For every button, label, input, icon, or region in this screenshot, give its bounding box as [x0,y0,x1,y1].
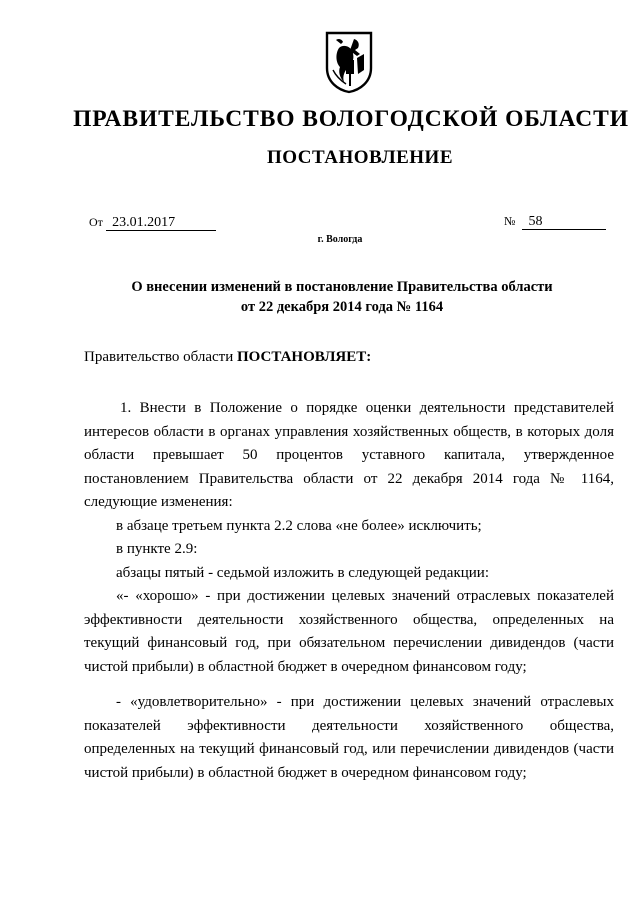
paragraph-3: в пункте 2.9: [116,541,198,557]
government-title: ПРАВИТЕЛЬСТВО ВОЛОГОДСКОЙ ОБЛАСТИ [73,106,629,132]
document-body [84,397,614,785]
number-label: № [504,214,516,228]
paragraph-6: - «удовлетворительно» - при достижении целевых значений отраслевых показателей эффективности деятельности хозяйственного общества, определенных на текущий финансовый год, или перечислении дивидендов (части чистой прибыли) в областной бюджет в очередном финансовом году; [84,694,614,781]
document-type: ПОСТАНОВЛЕНИЕ [266,147,454,168]
coat-of-arms-icon [324,30,374,94]
date-value: 23.01.2017 [106,215,216,231]
resolve-clause [84,349,371,366]
subject-line-2: от 22 декабря 2014 года № 1164 [240,299,444,315]
resolve-prefix: Правительство области [84,349,234,365]
subject-line-1: О внесении изменений в постановление Правительства области [131,279,553,295]
paragraph-5: «- «хорошо» - при достижении целевых значений отраслевых показателей эффективности деятельности хозяйственного общества, определенных на текущий финансовый год, при обязательном перечислении дивидендов (части чистой прибыли) в областной бюджет в очередном финансовом году; [84,588,614,675]
paragraph-1: 1. Внести в Положение о порядке оценки деятельности представителей интересов области в органах управления хозяйственных обществ, в которых доля области превышает 50 процентов уставного капитала, утвержденное постановлением Правительства области от 22 декабря 2014 года № 1164, следующие изменения: [84,400,614,510]
resolve-keyword: ПОСТАНОВЛЯЕТ: [236,349,372,365]
date-line [89,214,216,231]
date-label: От [89,215,103,229]
number-value: 58 [522,214,606,230]
city: г. Вологда [317,234,363,245]
document-subject [0,277,640,317]
paragraph-4: абзацы пятый - седьмой изложить в следующей редакции: [116,564,490,581]
number-line [504,214,606,230]
paragraph-2: в абзаце третьем пункта 2.2 слова «не более» исключить; [116,517,482,534]
